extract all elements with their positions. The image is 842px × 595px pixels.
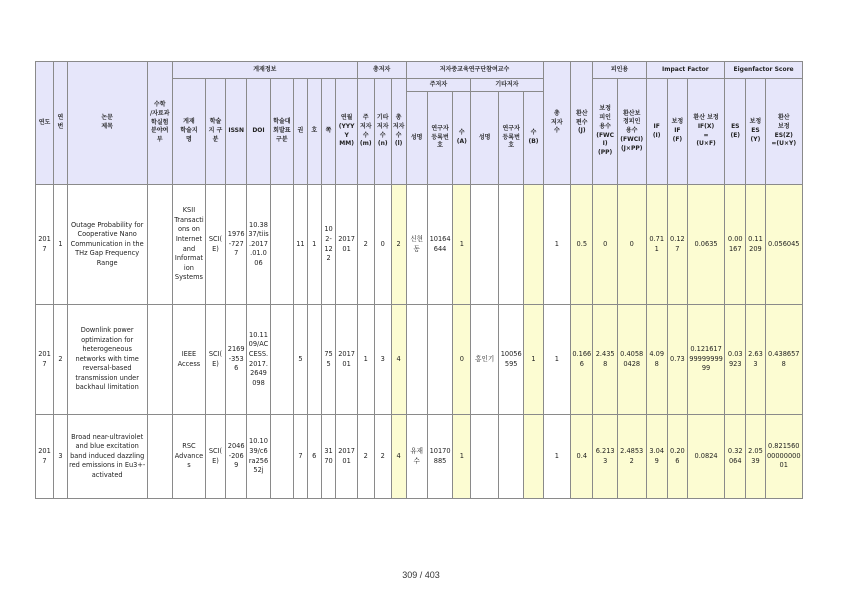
cell-total-author-count: 1 [543,185,571,305]
cell-volume: 11 [294,185,308,305]
cell-main-authors: 1 [357,305,374,415]
hdr-if-adj: 보정 IF (F) [667,79,687,185]
cell-fwci-conv: 2.48532 [617,415,646,499]
cell-es-adj: 2.633 [746,305,765,415]
cell-journal: RSC Advances [172,415,205,499]
hdr-es-adj: 보정 ES (Y) [746,79,765,185]
cell-volume: 5 [294,305,308,415]
cell-issn: 1976-7277 [226,185,247,305]
cell-total-author-count: 1 [543,305,571,415]
cell-if-raw: 0.711 [646,185,667,305]
cell-journal-category [270,415,293,499]
cell-journal-category [270,185,293,305]
cell-total-authors: 4 [391,415,406,499]
cell-fwci: 0 [593,185,617,305]
cell-if-raw: 3.049 [646,415,667,499]
cell-math [147,415,172,499]
cell-doi: 10.1039/c6ra25652j [247,415,270,499]
hdr-group-authors: 총저자 [357,62,406,79]
hdr-other-author-name: 성명 [471,92,499,185]
cell-main-author-count: 1 [453,185,471,305]
hdr-year: 연도 [36,62,54,185]
page-number: 309 / 403 [402,570,440,580]
hdr-seq: 연번 [54,62,68,185]
hdr-main-authors: 주 저자 수 (m) [357,79,374,185]
cell-if-conv: 0.0635 [687,185,724,305]
cell-main-authors: 2 [357,185,374,305]
hdr-fwci-conv: 환산보 정피인 용수 (FWCI) (J×PP) [617,79,646,185]
cell-date: 201701 [336,305,357,415]
cell-journal: KSII Transactions on Internet and Information Systems [172,185,205,305]
cell-doi: 10.1109/ACCESS.2017.2649098 [247,305,270,415]
hdr-math-stat: 수학 /자료과 학실험 분야여 부 [147,62,172,185]
cell-seq: 1 [54,185,68,305]
cell-if-adj: 0.73 [667,305,687,415]
cell-es-raw: 0.00167 [725,185,746,305]
hdr-other-author-count: 수 (B) [524,92,543,185]
cell-converted-count: 0.4 [571,415,593,499]
cell-date: 201701 [336,185,357,305]
cell-other-author-id [498,185,523,305]
hdr-pages: 쪽 [321,79,336,185]
cell-es-conv: 0.8215600000000001 [765,415,803,499]
cell-main-authors: 2 [357,415,374,499]
cell-issue: 6 [307,415,321,499]
hdr-fwci: 보정 피인 용수 (FWC I) (PP) [593,79,617,185]
cell-other-author-name [471,415,499,499]
cell-main-author-id [427,305,452,415]
cell-title: Outage Probability for Cooperative Nano Communication in the THz Gap Frequency Range [67,185,147,305]
table-row [36,305,803,415]
hdr-issn: ISSN [226,79,247,185]
hdr-paper-title: 논문 제목 [67,62,147,185]
cell-converted-count: 0.5 [571,185,593,305]
cell-other-authors: 0 [374,185,391,305]
cell-total-authors: 4 [391,305,406,415]
cell-es-conv: 0.056045 [765,185,803,305]
hdr-other-author-id: 연구자 등록번 호 [498,92,523,185]
cell-es-conv: 0.4386578 [765,305,803,415]
cell-pages: 102-122 [321,185,336,305]
cell-title: Downlink power optimization for heterogeneous networks with time reversal-based transmission under backhaul limitation [67,305,147,415]
cell-main-author-name: 유재수 [406,415,427,499]
cell-pages: 3170 [321,415,336,499]
cell-year: 2017 [36,185,54,305]
cell-if-conv: 0.1216179999999999 [687,305,724,415]
cell-issue: 1 [307,185,321,305]
cell-other-author-count: 1 [524,305,543,415]
hdr-if-raw: IF (I) [646,79,667,185]
cell-fwci-conv: 0 [617,185,646,305]
cell-other-author-id [498,415,523,499]
hdr-main-author-count: 수 (A) [453,92,471,185]
cell-es-raw: 0.03923 [725,305,746,415]
hdr-journal-name: 게재 학술지 명 [172,79,205,185]
cell-journal-category [270,305,293,415]
hdr-main-author-name: 성명 [406,92,427,185]
cell-pages: 755 [321,305,336,415]
cell-year: 2017 [36,415,54,499]
cell-other-author-name: 홍인기 [471,305,499,415]
hdr-total-author-count: 총 저자 수 [543,62,571,185]
cell-other-author-count [524,415,543,499]
cell-other-authors: 2 [374,415,391,499]
cell-total-authors: 2 [391,185,406,305]
cell-doi: 10.3837/tiis.2017.01.006 [247,185,270,305]
cell-year: 2017 [36,305,54,415]
cell-converted-count: 0.1666 [571,305,593,415]
cell-other-authors: 3 [374,305,391,415]
cell-main-author-count: 0 [453,305,471,415]
cell-issn: 2169-3536 [226,305,247,415]
cell-journal-type: SCI(E) [205,185,225,305]
cell-fwci: 2.4358 [593,305,617,415]
cell-seq: 2 [54,305,68,415]
table-row [36,185,803,305]
cell-main-author-id: 10170885 [427,415,452,499]
cell-math [147,185,172,305]
hdr-doi: DOI [247,79,270,185]
hdr-converted-count: 환산 편수 (J) [571,62,593,185]
cell-fwci-conv: 0.40580428 [617,305,646,415]
cell-if-adj: 0.206 [667,415,687,499]
cell-es-raw: 0.32064 [725,415,746,499]
hdr-journal-type: 학술 지 구 분 [205,79,225,185]
cell-title: Broad near-ultraviolet and blue excitation band induced dazzling red emissions in Eu3+-activated [67,415,147,499]
hdr-es-conv: 환산 보정 ES(Z) =(U×Y) [765,79,803,185]
cell-main-author-count: 1 [453,415,471,499]
cell-math [147,305,172,415]
cell-volume: 7 [294,415,308,499]
research-table [35,61,803,499]
cell-main-author-name: 신현동 [406,185,427,305]
hdr-total-authors: 총 저자 수 (l) [391,79,406,185]
hdr-group-es: Eigenfactor Score [725,62,803,79]
hdr-group-participants: 저자중교육연구단참여교수 [406,62,543,79]
cell-other-author-name [471,185,499,305]
hdr-sub-other-author: 기타저자 [471,79,543,92]
hdr-other-authors: 기타 저자 수 (n) [374,79,391,185]
cell-fwci: 6.2133 [593,415,617,499]
cell-seq: 3 [54,415,68,499]
hdr-journal-category: 학술대 회발표 구분 [270,79,293,185]
cell-if-raw: 4.098 [646,305,667,415]
cell-date: 201701 [336,415,357,499]
cell-issn: 2046-2069 [226,415,247,499]
hdr-pub-date: 연월 (YYYY MM) [336,79,357,185]
hdr-issue: 호 [307,79,321,185]
cell-total-author-count: 1 [543,415,571,499]
hdr-group-citation: 피인용 [593,62,646,79]
hdr-sub-main-author: 주저자 [406,79,471,92]
cell-main-author-name [406,305,427,415]
table-row [36,415,803,499]
hdr-main-author-id: 연구자 등록번 호 [427,92,452,185]
cell-es-adj: 0.11209 [746,185,765,305]
cell-journal: IEEE Access [172,305,205,415]
cell-if-conv: 0.0824 [687,415,724,499]
hdr-group-if: Impact Factor [646,62,725,79]
cell-if-adj: 0.127 [667,185,687,305]
cell-issue [307,305,321,415]
cell-journal-type: SCI(E) [205,415,225,499]
cell-other-author-id: 10056595 [498,305,523,415]
hdr-es-raw: ES (E) [725,79,746,185]
cell-es-adj: 2.0539 [746,415,765,499]
cell-journal-type: SCI(E) [205,305,225,415]
hdr-group-journal: 게재정보 [172,62,357,79]
hdr-volume: 권 [294,79,308,185]
hdr-if-conv: 환산 보정 IF(X) = (U×F) [687,79,724,185]
cell-main-author-id: 10164644 [427,185,452,305]
cell-other-author-count [524,185,543,305]
